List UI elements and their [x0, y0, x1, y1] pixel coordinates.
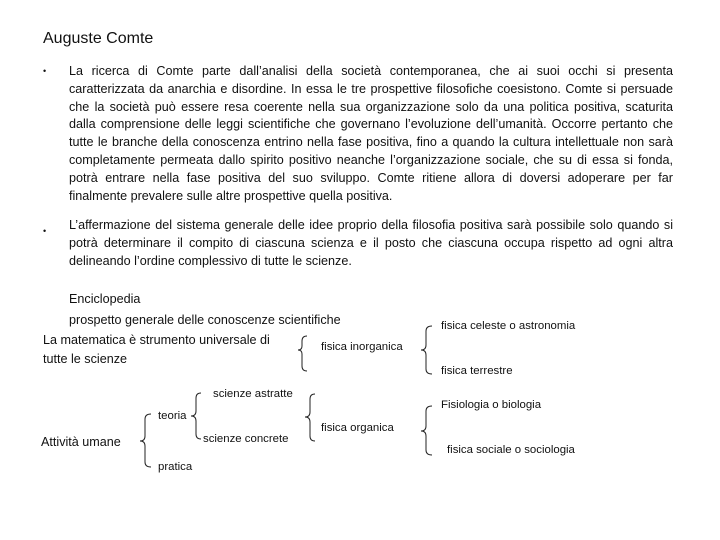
theory-bracket [191, 393, 201, 439]
concrete-sciences-label: scienze concrete [203, 433, 289, 445]
theory-label: teoria [158, 410, 187, 422]
bullet-marker: • [43, 226, 47, 236]
activity-bracket [140, 414, 151, 467]
inorganic-bracket [421, 326, 432, 374]
page-title: Auguste Comte [43, 30, 154, 47]
sociology-label: fisica sociale o sociologia [447, 444, 575, 456]
practice-label: pratica [158, 461, 193, 473]
math-label-line2: tutte le scienze [43, 352, 128, 366]
math-bracket [298, 336, 307, 371]
astronomy-label: fisica celeste o astronomia [441, 320, 576, 332]
human-activity-label: Attività umane [41, 435, 121, 449]
overview-label: prospetto generale delle conoscenze scientifiche [69, 313, 341, 327]
abstract-sciences-label: scienze astratte [213, 388, 293, 400]
bullet-paragraph-1: La ricerca di Comte parte dall’analisi della società contemporanea, che ai suoi occhi si presenta caratterizzata da anarchia e disordine. In essa le tre prospettive filosofiche coesistono. Comte si persuade che la società può essere resa coerente nella sua organizzazione solo da una politica positiva, scaturita dalla comprensione delle leggi scientifiche che governano l’evoluzione dell’umanità. Occorre pertanto che tutte le branche della conoscenza entrino nella fase positiva, fino a quando la cultura intellettuale non sarà completamente permeata dallo spirito positivo neanche l’organizzazione sociale, che su di essa si fonda, potrà entrare nella fase positiva del suo sviluppo. Comte ritiene allora di doversi adoperare per far finalmente prevalere sulle altre prospettive quella positiva. [69, 64, 673, 203]
math-label-line1: La matematica è strumento universale di [43, 333, 270, 347]
organic-physics-label: fisica organica [321, 422, 394, 434]
organic-bracket [421, 406, 432, 455]
biology-label: Fisiologia o biologia [441, 399, 542, 411]
sciences-bracket [305, 394, 315, 441]
terrestrial-physics-label: fisica terrestre [441, 365, 513, 377]
bullet-marker: • [43, 66, 47, 76]
inorganic-physics-label: fisica inorganica [321, 341, 403, 353]
encyclopedia-label: Enciclopedia [69, 292, 141, 306]
bullet-paragraph-2: L’affermazione del sistema generale delle idee proprio della filosofia positiva sarà possibile solo quando si potrà determinare il compito di ciascuna scienza e il posto che ciascuna occupa rispetto ad ogni altra delineando l’ordine complessivo di tutte le scienze. [69, 218, 673, 268]
